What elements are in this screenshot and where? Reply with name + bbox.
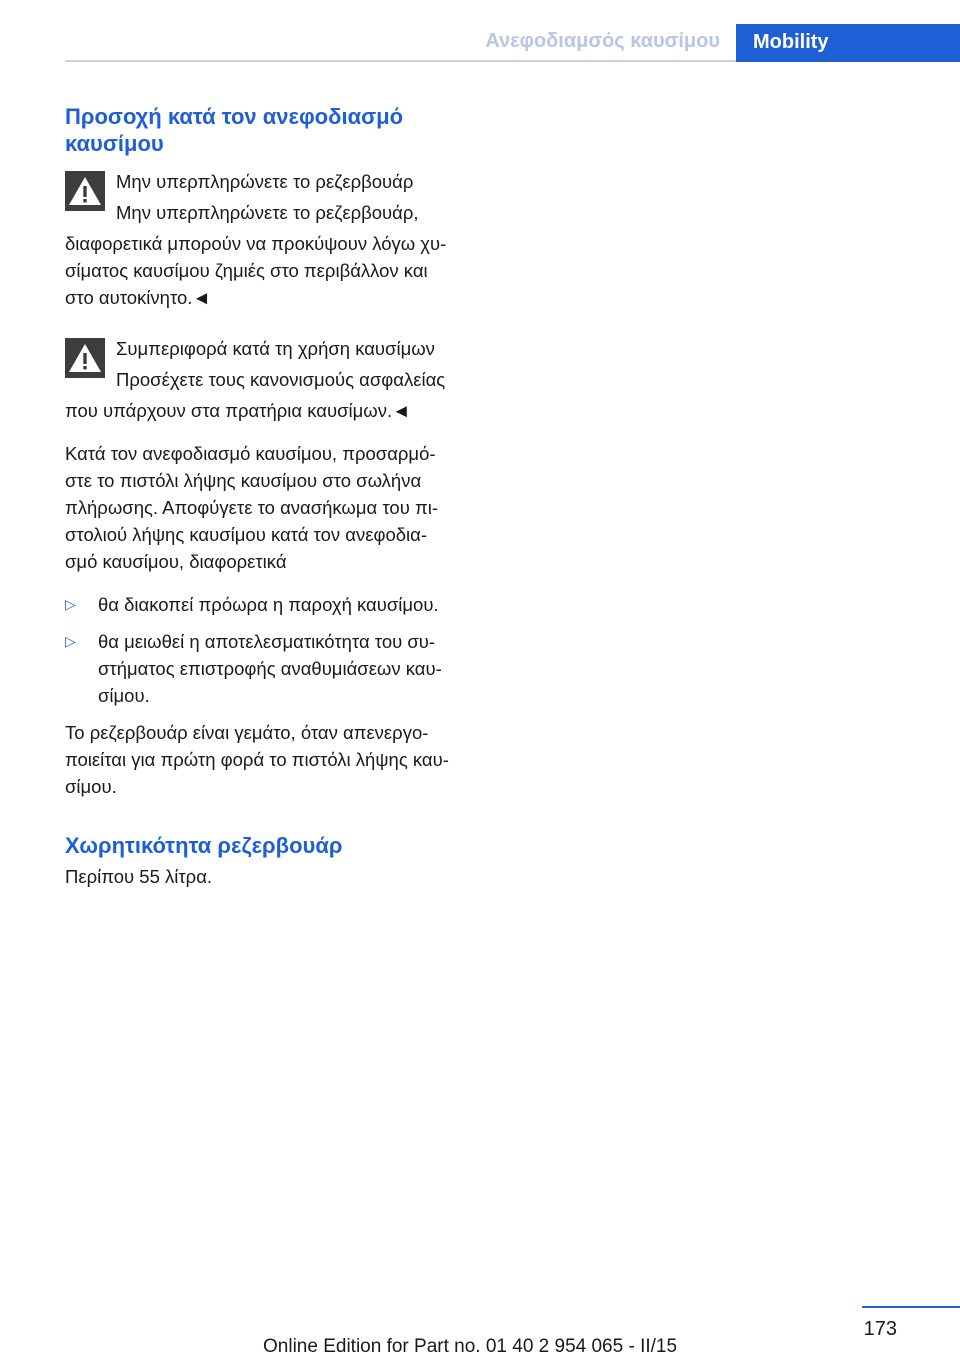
closing-paragraph	[65, 719, 479, 800]
warning-text-line: σίματος καυσίμου ζημιές στο περιβάλλον και	[65, 260, 428, 281]
paragraph-line: στε το πιστόλι λήψης καυσίμου στο σωλήνα	[65, 470, 422, 491]
instruction-paragraph	[65, 440, 479, 575]
triangle-bullet-icon: ▷	[65, 633, 76, 649]
header-chapter-tab	[736, 24, 960, 62]
paragraph-line: Το ρεζερβουάρ είναι γεμάτο, όταν απενεργο-	[65, 722, 429, 743]
edition-footer: Online Edition for Part no. 01 40 2 954 065 - II/15	[263, 1336, 678, 1357]
warning-title: Συμπεριφορά κατά τη χρήση καυσίμων	[116, 338, 435, 359]
warning-text-line: στο αυτοκίνητο.◄	[65, 287, 211, 308]
header-tab-label: Mobility	[753, 31, 829, 53]
paragraph-line: στολιού λήψης καυσίμου κατά τον ανεφοδια-	[65, 524, 428, 545]
warning-text-line: Προσέχετε τους κανονισμούς ασφαλείας	[116, 369, 446, 390]
warning-block-fuel-handling	[65, 335, 479, 424]
list-item-line: στήματος επιστροφής αναθυμιάσεων καυ-	[98, 658, 442, 679]
list-item	[65, 591, 479, 618]
list-item-line: σίμου.	[98, 685, 150, 706]
list-item-line: θα μειωθεί η αποτελεσματικότητα του συ-	[98, 631, 436, 652]
triangle-bullet-icon: ▷	[65, 596, 76, 612]
heading-line: καυσίμου	[65, 131, 164, 156]
warning-text-line: Μην υπερπληρώνετε το ρεζερβουάρ,	[116, 202, 419, 223]
page-number: 173	[863, 1318, 897, 1340]
warning-text-line: διαφορετικά μπορούν να προκύψουν λόγω χυ-	[65, 233, 447, 254]
header-section-title: Ανεφοδιαμσός καυσίμου	[485, 30, 720, 52]
tank-capacity-value: Περίπου 55 λίτρα.	[65, 866, 213, 887]
warning-text-line: που υπάρχουν στα πρατήρια καυσίμων.◄	[65, 400, 411, 421]
list-item	[65, 628, 479, 709]
tank-capacity-section	[65, 832, 479, 890]
warning-triangle-icon	[65, 171, 105, 211]
paragraph-line: σμό καυσίμου, διαφορετικά	[65, 551, 287, 572]
heading-line: Προσοχή κατά τον ανεφοδιασμό	[65, 104, 404, 129]
paragraph-line: πλήρωσης. Αποφύγετε το ανασήκωμα του πι-	[65, 497, 438, 518]
page-content	[65, 103, 479, 890]
section-heading-fueling-precautions	[65, 103, 479, 157]
paragraph-line: ποιείται για πρώτη φορά το πιστόλι λήψης καυ-	[65, 749, 449, 770]
warning-triangle-icon	[65, 338, 105, 378]
warning-title: Μην υπερπληρώνετε το ρεζερβουάρ	[116, 171, 414, 192]
list-item-line: θα διακοπεί πρόωρα η παροχή καυσίμου.	[98, 594, 439, 615]
warning-block-overfill	[65, 168, 479, 311]
footer-rule	[862, 1306, 960, 1308]
consequence-list	[65, 591, 479, 709]
paragraph-line: σίμου.	[65, 776, 117, 797]
section-heading-tank-capacity: Χωρητικότητα ρεζερβουάρ	[65, 833, 343, 858]
paragraph-line: Κατά τον ανεφοδιασμό καυσίμου, προσαρμό-	[65, 443, 436, 464]
